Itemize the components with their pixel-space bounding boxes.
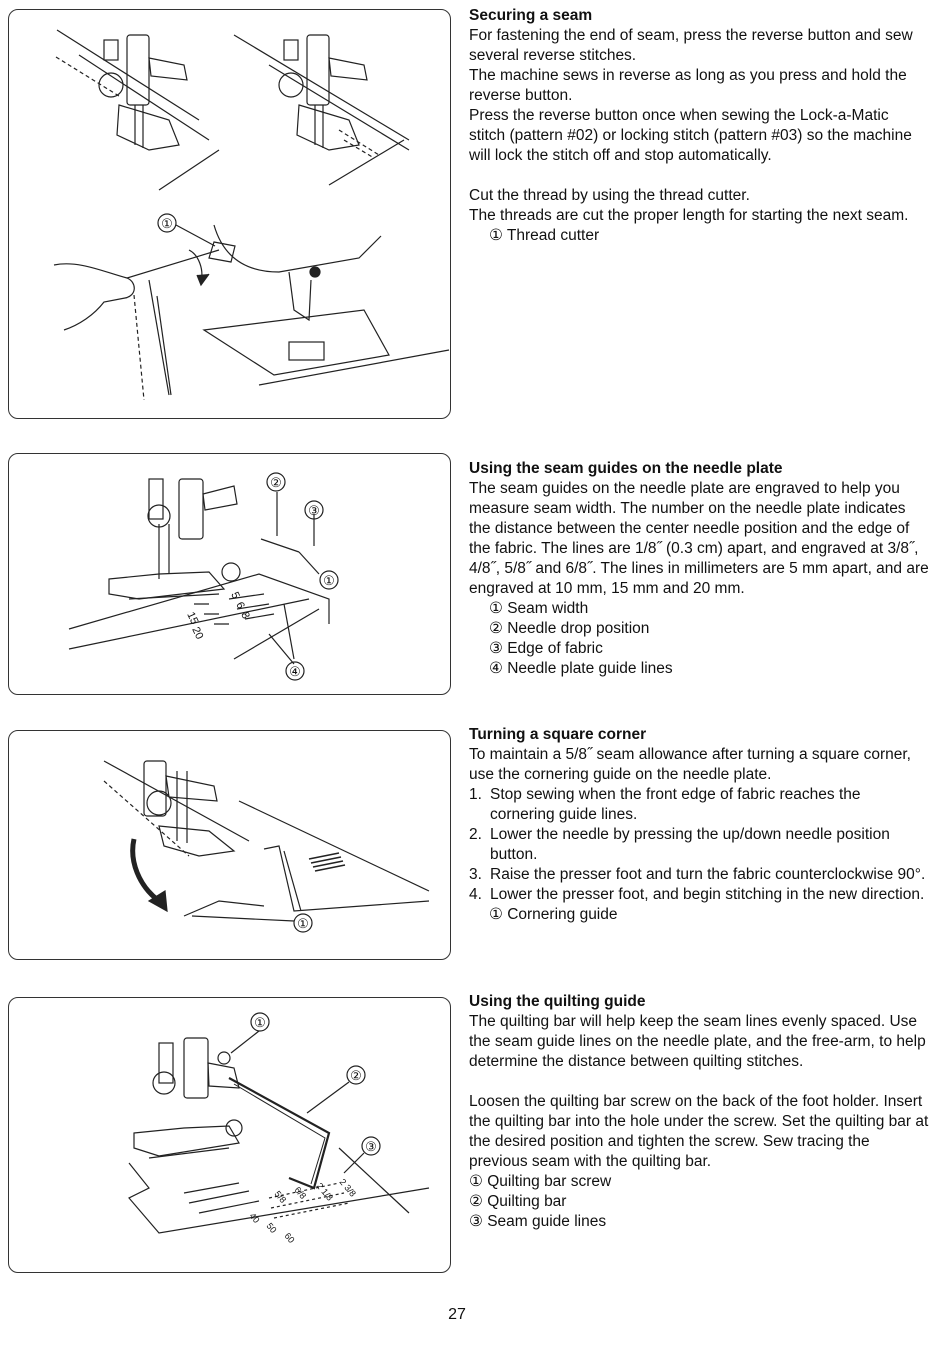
svg-text:2 1/8: 2 1/8 <box>314 1180 336 1203</box>
step-item: 1. Stop sewing when the front edge of fabric reaches the cornering guide lines. <box>469 786 861 823</box>
illustration-seam-guides <box>8 453 451 695</box>
reference-item: ① Thread cutter <box>489 227 600 244</box>
quilting-guide-drawing <box>9 998 450 1272</box>
machine-head <box>204 225 449 385</box>
reference-item: ② Needle drop position <box>489 620 650 637</box>
illustration-securing-seam <box>8 9 451 419</box>
reference-item: ① Cornering guide <box>489 906 618 923</box>
svg-text:①: ① <box>323 573 335 588</box>
steps-list <box>469 785 929 905</box>
svg-text:6: 6 <box>233 600 247 611</box>
svg-text:③: ③ <box>308 503 320 518</box>
svg-text:40: 40 <box>247 1210 262 1225</box>
svg-text:④: ④ <box>289 664 301 679</box>
paragraph: Cut the thread by using the thread cutter. <box>469 187 750 204</box>
callouts <box>231 1013 380 1173</box>
svg-text:5/8: 5/8 <box>272 1188 289 1205</box>
svg-text:①: ① <box>297 916 309 931</box>
svg-text:60: 60 <box>282 1230 297 1245</box>
section-seam-guides <box>469 459 929 679</box>
paragraph: To maintain a 5/8˝ seam allowance after turning a square corner, use the cornering guide on the needle plate. <box>469 746 911 783</box>
section-title: Using the quilting guide <box>469 993 646 1010</box>
callout-thread-cutter <box>158 214 215 246</box>
svg-text:8: 8 <box>238 610 252 621</box>
paragraph: The quilting bar will help keep the seam lines evenly spaced. Use the seam guide lines on the needle plate, and the free-arm, to help determine the distance between quilting stitches. <box>469 1013 926 1070</box>
page-number: 27 <box>448 1306 466 1323</box>
svg-text:③: ③ <box>365 1139 377 1154</box>
quilting-bar <box>229 1078 329 1188</box>
plate-numbers <box>184 590 251 641</box>
step-item: 2. Lower the needle by pressing the up/down needle position button. <box>469 826 890 863</box>
svg-text:②: ② <box>270 475 282 490</box>
presser-foot-left <box>56 30 219 190</box>
presser-foot <box>104 761 249 856</box>
reference-item: ① Seam width <box>489 600 589 617</box>
paragraph: The seam guides on the needle plate are engraved to help you measure seam width. The number on the needle plate indicates the distance between the center needle position and the edge of the fabric. The lines are 1/8˝ (0.3 cm) apart, and engraved at 3/8˝, 4/8˝, 5/8˝ and 6/8˝. The lines in millimeters are 5 mm apart, and are engraved at 10 mm, 15 mm and 20 mm. <box>469 480 929 597</box>
reference-item: ② Quilting bar <box>469 1193 567 1210</box>
step-item: 3. Raise the presser foot and turn the fabric counterclockwise 90°. <box>469 866 926 883</box>
callout-cornering-guide <box>192 851 312 932</box>
paragraph: The threads are cut the proper length for starting the next seam. <box>469 207 909 224</box>
presser-foot-right <box>234 35 409 185</box>
section-title: Securing a seam <box>469 7 593 24</box>
section-title: Turning a square corner <box>469 726 647 743</box>
section-square-corner <box>469 725 929 925</box>
section-title: Using the seam guides on the needle plate <box>469 460 783 477</box>
reference-item: ④ Needle plate guide lines <box>489 660 673 677</box>
securing-seam-drawing <box>9 10 450 418</box>
illustration-quilting-guide <box>8 997 451 1273</box>
svg-text:5: 5 <box>228 590 242 601</box>
svg-text:15: 15 <box>184 610 201 627</box>
plate-numbers <box>247 1177 358 1245</box>
callout-1-label: ① <box>161 216 173 231</box>
needle-plate <box>184 801 429 916</box>
svg-text:①: ① <box>254 1015 266 1030</box>
seam-guides-drawing <box>9 454 450 694</box>
reference-item: ① Quilting bar screw <box>469 1173 612 1190</box>
section-securing-seam <box>469 6 929 246</box>
svg-text:2 3/8: 2 3/8 <box>337 1176 359 1199</box>
hand-holding-fabric <box>54 250 219 400</box>
square-corner-drawing <box>9 731 450 959</box>
svg-text:②: ② <box>350 1068 362 1083</box>
paragraph: For fastening the end of seam, press the reverse button and sew several reverse stitches. <box>469 27 913 64</box>
paragraph: Loosen the quilting bar screw on the back of the foot holder. Insert the quilting bar into the hole under the screw. Set the quilting bar at the desired position and tighten the screw. Sew tracing the previous seam with the quilting bar. <box>469 1093 929 1170</box>
paragraph: Press the reverse button once when sewing the Lock-a-Matic stitch (pattern #02) or locking stitch (pattern #03) so the machine will lock the stitch off and stop automatically. <box>469 107 912 164</box>
reference-item: ③ Edge of fabric <box>489 640 603 657</box>
svg-text:6/8: 6/8 <box>292 1184 309 1201</box>
svg-text:50: 50 <box>264 1220 279 1235</box>
turn-arrow <box>133 839 167 911</box>
section-quilting-guide <box>469 992 929 1232</box>
illustration-square-corner <box>8 730 451 960</box>
presser-foot <box>109 479 240 599</box>
reference-item: ③ Seam guide lines <box>469 1213 607 1230</box>
paragraph: The machine sews in reverse as long as you press and hold the reverse button. <box>469 67 907 104</box>
callouts <box>267 473 338 680</box>
svg-text:20: 20 <box>189 625 206 642</box>
step-item: 4. Lower the presser foot, and begin stitching in the new direction. <box>469 886 925 903</box>
presser-foot <box>134 1038 242 1158</box>
